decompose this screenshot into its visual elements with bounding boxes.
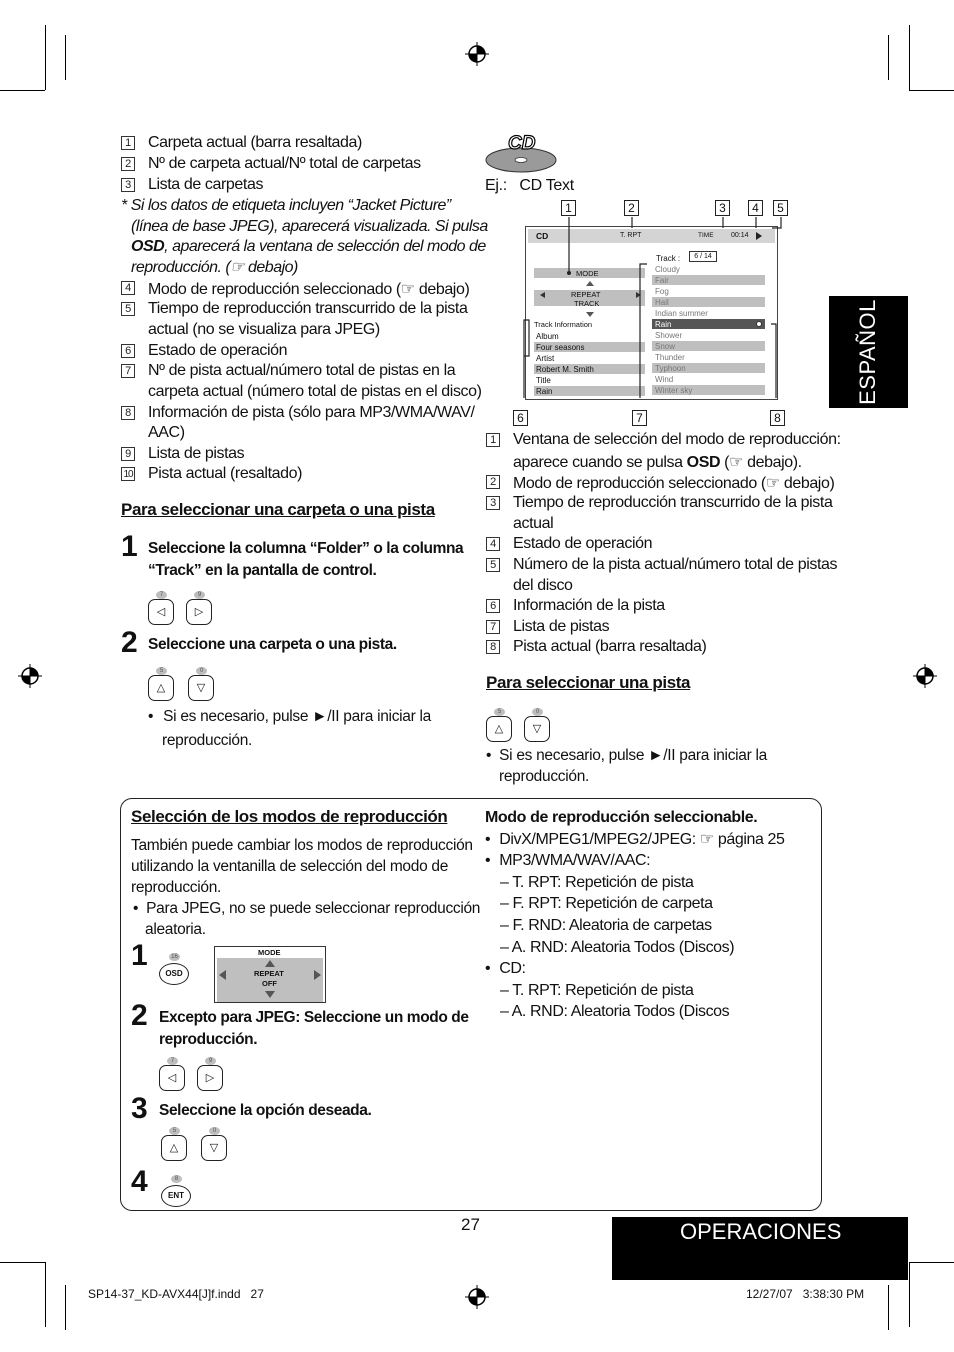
number-box: 5: [486, 558, 500, 572]
print-file-info: SP14-37_KD-AVX44[J]f.indd 27: [88, 1287, 264, 1301]
list-item-text: Información de la pista: [513, 597, 665, 614]
step-number: 2: [131, 999, 148, 1032]
mode-line: MP3/WMA/WAV/AAC:: [499, 852, 651, 870]
triangle-right-icon: ▷: [205, 1072, 215, 1084]
registration-mark-icon: [465, 1285, 489, 1309]
triangle-down-icon: ▽: [532, 723, 542, 735]
mode-line: – F. RND: Aleatoria de carpetas: [500, 916, 712, 934]
section-tab: [612, 1217, 908, 1280]
up-button[interactable]: [161, 1135, 187, 1161]
track-text: Indian summer: [655, 309, 708, 318]
number-box: 4: [121, 281, 135, 295]
mini-down-arrow-icon: [265, 991, 275, 998]
triangle-down-icon: ▽: [209, 1142, 219, 1154]
button-tag: 5: [494, 708, 505, 716]
number-box: 2: [121, 157, 135, 171]
step-2-line-2: reproducción.: [159, 1031, 258, 1048]
list-item-text: Nº de carpeta actual/Nº total de carpetas: [148, 155, 421, 172]
triangle-up-icon: △: [156, 682, 166, 694]
note-line-1: Si los datos de etiqueta incluyen “Jacket Picture”: [130, 197, 451, 214]
callout-7: 7: [632, 410, 647, 426]
number-box: 3: [486, 496, 500, 510]
list-item-text: Ventana de selección del modo de reproducción:: [513, 431, 841, 448]
list-item-text: Lista de pistas: [513, 618, 610, 635]
callout-6: 6: [513, 410, 528, 426]
example-value: CD Text: [519, 177, 574, 194]
osd-button[interactable]: OSD: [159, 963, 189, 985]
callout-2: 2: [624, 200, 639, 216]
button-tag: 7: [167, 1057, 178, 1065]
triangle-down-icon: ▽: [196, 682, 206, 694]
text-part: aparece cuando se pulsa: [513, 454, 687, 471]
legend-list-left: [121, 134, 488, 484]
selectable-heading: Modo de reproducción seleccionable.: [485, 809, 758, 826]
button-tag: 0: [209, 1127, 220, 1135]
up-button[interactable]: [148, 675, 174, 701]
legend-list-right: [486, 431, 841, 661]
triangle-left-icon: ◁: [156, 606, 166, 618]
right-button[interactable]: [197, 1065, 223, 1091]
right-button[interactable]: [186, 599, 212, 625]
registration-mark-icon: [913, 664, 937, 688]
button-tag: 0: [196, 667, 207, 675]
screen-time-label: TIME: [698, 232, 714, 239]
mode-line: – T. RPT: Repetición de pista: [500, 981, 694, 999]
button-tag: 8: [171, 1175, 182, 1183]
info-text: Rain: [536, 387, 553, 396]
button-tag: 0: [532, 708, 543, 716]
info-text: Four seasons: [536, 343, 585, 352]
example-prefix: Ej.:: [485, 177, 507, 194]
triangle-left-icon: ◁: [167, 1072, 177, 1084]
bullet-line-1: Para JPEG, no se puede seleccionar reproducción: [146, 900, 481, 917]
example-label: [485, 176, 574, 197]
down-button[interactable]: [524, 716, 550, 742]
step-1-line-2: “Track” en la pantalla de control.: [148, 562, 377, 579]
number-box: 7: [486, 620, 500, 634]
callout-5: 5: [773, 200, 788, 216]
step-number: 1: [131, 939, 148, 972]
mini-mode-screen: [214, 946, 326, 1003]
page-number: 27: [461, 1215, 480, 1234]
list-item-text: actual: [513, 515, 554, 532]
mode-line: – F. RPT: Repetición de carpeta: [500, 895, 713, 913]
list-item-text: Lista de pistas: [148, 445, 245, 462]
left-button[interactable]: [159, 1065, 185, 1091]
track-text: Cloudy: [655, 265, 680, 274]
bullet-line-2: aleatoria.: [145, 921, 206, 938]
list-item-text: Pista actual (resaltado): [148, 465, 303, 482]
list-item-text: carpeta actual (número total de pistas en el disco): [148, 383, 482, 400]
note-line-2: (línea de base JPEG), aparecerá visualizada. Si pulsa: [131, 217, 488, 235]
track-text: Wind: [655, 375, 674, 384]
number-box: 1: [486, 433, 500, 447]
text-part: (☞ debajo).: [720, 454, 802, 471]
jacket-picture-note: [121, 196, 488, 278]
selectable-modes: Modo de reproducción seleccionable. • DivX/MPEG1/MPEG2/JPEG: ☞ página 25 • MP3/WMA/WAV/AAC: – T. RPT: Repetición de pista – F. RPT: Repetición de carpeta – F. RND: Aleatoria de carpetas – A. RND: Aleatoria Todos (Discos) • CD: – T. RPT: Repetición de pista – A. RND: Aleatoria Todos (Discos: [485, 807, 815, 1023]
callout-3: 3: [715, 200, 730, 216]
language-tab-label: ESPAÑOL: [855, 299, 880, 405]
triangle-up-icon: △: [494, 723, 504, 735]
list-item-text: Modo de reproducción seleccionado (☞ debajo): [148, 281, 470, 298]
button-tag: 9: [194, 591, 205, 599]
number-box: 9: [121, 447, 135, 461]
mini-right-arrow-icon: [314, 970, 321, 980]
number-box: 4: [486, 537, 500, 551]
step-2-text: Seleccione una carpeta o una pista.: [148, 636, 397, 653]
mode-line: DivX/MPEG1/MPEG2/JPEG: ☞ página 25: [499, 830, 785, 848]
number-box: 10: [121, 467, 135, 481]
mode-line: – T. RPT: Repetición de pista: [500, 873, 694, 891]
track-text: Winter sky: [655, 386, 693, 395]
cd-logo-text: CD: [508, 133, 536, 154]
track-count-box: 6 / 14: [689, 251, 717, 262]
track-text: Hail: [655, 298, 669, 307]
bullet-line-1: Si es necesario, pulse ►/II para iniciar la: [499, 747, 767, 764]
mode-line: – A. RND: Aleatoria Todos (Discos): [500, 938, 735, 956]
intro-line-3: reproducción.: [131, 879, 222, 896]
callout-8: 8: [770, 410, 785, 426]
mini-mode-label: MODE: [258, 948, 281, 957]
bullet-note: • Si es necesario, pulse ►/II para iniciar la reproducción.: [148, 705, 431, 753]
number-box: 1: [121, 136, 135, 150]
intro-line-2: utilizando la ventanilla de selección del modo de: [131, 858, 449, 875]
left-button[interactable]: [148, 599, 174, 625]
section-tab-label: OPERACIONES: [680, 1219, 842, 1244]
list-item-text: Nº de pista actual/número total de pistas en la: [148, 362, 456, 379]
button-tag: 9: [205, 1057, 216, 1065]
mode-label: MODE: [576, 269, 599, 278]
repeat-value: TRACK: [574, 299, 600, 308]
mini-off-label: OFF: [262, 979, 277, 988]
list-item-text: Tiempo de reproducción transcurrido de la pista: [513, 494, 833, 511]
language-tab: [829, 296, 908, 408]
step-number: 3: [131, 1092, 148, 1125]
up-button[interactable]: [486, 716, 512, 742]
list-item-text: [513, 452, 802, 472]
bullet-line-1: Si es necesario, pulse ►/II para iniciar la: [163, 708, 431, 725]
screen-source: CD: [536, 231, 549, 241]
step-number: 2: [121, 626, 138, 659]
step-1-text: [148, 538, 463, 582]
list-item-text: Estado de operación: [513, 535, 653, 552]
track-text: Shower: [655, 331, 683, 340]
section-heading-folder: Para seleccionar una carpeta o una pista: [121, 500, 435, 519]
screen-time-value: 00:14: [731, 232, 749, 239]
track-label: Track :: [656, 254, 681, 263]
number-box: 2: [486, 475, 500, 489]
list-item-text: Número de la pista actual/número total de pistas: [513, 556, 838, 573]
note-line-3: , aparecerá la ventana de selección del modo de: [164, 238, 486, 256]
registration-mark-icon: [18, 664, 42, 688]
button-tag: 5: [169, 1127, 180, 1135]
track-text: Fog: [655, 287, 669, 296]
number-box: 3: [121, 178, 135, 192]
info-text: Title: [536, 376, 551, 385]
number-box: 8: [121, 406, 135, 420]
note-star: *: [121, 197, 127, 214]
track-text: Rain: [655, 320, 672, 329]
list-item-text: Carpeta actual (barra resaltada): [148, 134, 362, 151]
track-text: Thunder: [655, 353, 685, 362]
mini-up-arrow-icon: [265, 960, 275, 967]
button-tag: 7: [156, 591, 167, 599]
triangle-up-icon: △: [169, 1142, 179, 1154]
mini-left-arrow-icon: [219, 970, 226, 980]
bullet-line-2: reproducción.: [162, 732, 253, 749]
number-box: 8: [486, 640, 500, 654]
down-button[interactable]: [188, 675, 214, 701]
info-text: Robert M. Smith: [536, 365, 594, 374]
mode-line: CD:: [499, 960, 526, 978]
callout-lines: [507, 198, 790, 430]
osd-keyword: OSD: [686, 454, 721, 471]
step-2-text: [159, 1007, 469, 1051]
number-box: 6: [121, 344, 135, 358]
ent-button[interactable]: ENT: [161, 1185, 191, 1207]
bullet-line-2: reproducción.: [499, 768, 590, 785]
list-item-text: Lista de carpetas: [148, 176, 264, 193]
list-item-text: AAC): [148, 424, 185, 441]
list-item-text: Modo de reproducción seleccionado (☞ debajo): [513, 475, 835, 492]
step-2-line-1: Excepto para JPEG: Seleccione un modo de: [159, 1009, 469, 1026]
step-3-text: Seleccione la opción deseada.: [159, 1102, 372, 1119]
step-number: 1: [121, 530, 138, 563]
osd-keyword: OSD: [131, 238, 165, 256]
intro-line-1: También puede cambiar los modos de reproducción: [131, 837, 473, 854]
registration-mark-icon: [465, 42, 489, 66]
list-item-text: Estado de operación: [148, 342, 288, 359]
print-date-info: 12/27/07 3:38:30 PM: [746, 1287, 865, 1301]
modes-intro: También puede cambiar los modos de reproducción utilizando la ventanilla de selección del modo de reproducción. • Para JPEG, no se puede seleccionar reproducción aleatoria.: [131, 837, 481, 938]
number-box: 7: [121, 364, 135, 378]
mini-repeat-label: REPEAT: [254, 969, 284, 978]
screen-mode: T. RPT: [620, 232, 642, 239]
step-1-line-1: Seleccione la columna “Folder” o la columna: [148, 540, 464, 557]
list-item-text: actual (no se visualiza para JPEG): [148, 321, 380, 338]
play-modes-box: [120, 798, 822, 1211]
down-button[interactable]: [201, 1135, 227, 1161]
triangle-right-icon: ▷: [194, 606, 204, 618]
list-item-text: del disco: [513, 577, 573, 594]
list-item-text: Tiempo de reproducción transcurrido de la pista: [148, 300, 468, 317]
track-text: Fair: [655, 276, 669, 285]
number-box: 5: [121, 302, 135, 316]
callout-1: 1: [561, 200, 576, 216]
list-item-text: Información de pista (sólo para MP3/WMA/WAV/: [148, 404, 475, 421]
note-line-4: reproducción. (☞ debajo): [131, 258, 298, 276]
info-text: Artist: [536, 354, 555, 363]
button-tag: 16: [169, 953, 180, 961]
track-text: Snow: [655, 342, 676, 351]
info-text: Album: [536, 332, 559, 341]
callout-4: 4: [748, 200, 763, 216]
bullet-note: • Si es necesario, pulse ►/II para iniciar la reproducción.: [486, 747, 767, 785]
mode-line: – A. RND: Aleatoria Todos (Discos: [500, 1003, 730, 1021]
step-number: 4: [131, 1165, 148, 1198]
screen-diagram: [507, 198, 790, 430]
section-heading-track: Para seleccionar una pista: [486, 673, 691, 692]
number-box: 6: [486, 599, 500, 613]
repeat-label: REPEAT: [571, 290, 601, 299]
button-tag: 5: [156, 667, 167, 675]
modes-heading: Selección de los modos de reproducción: [131, 807, 448, 826]
track-text: Typhoon: [655, 364, 686, 373]
list-item-text: Pista actual (barra resaltada): [513, 638, 707, 655]
track-info-heading: Track Information: [534, 320, 593, 329]
